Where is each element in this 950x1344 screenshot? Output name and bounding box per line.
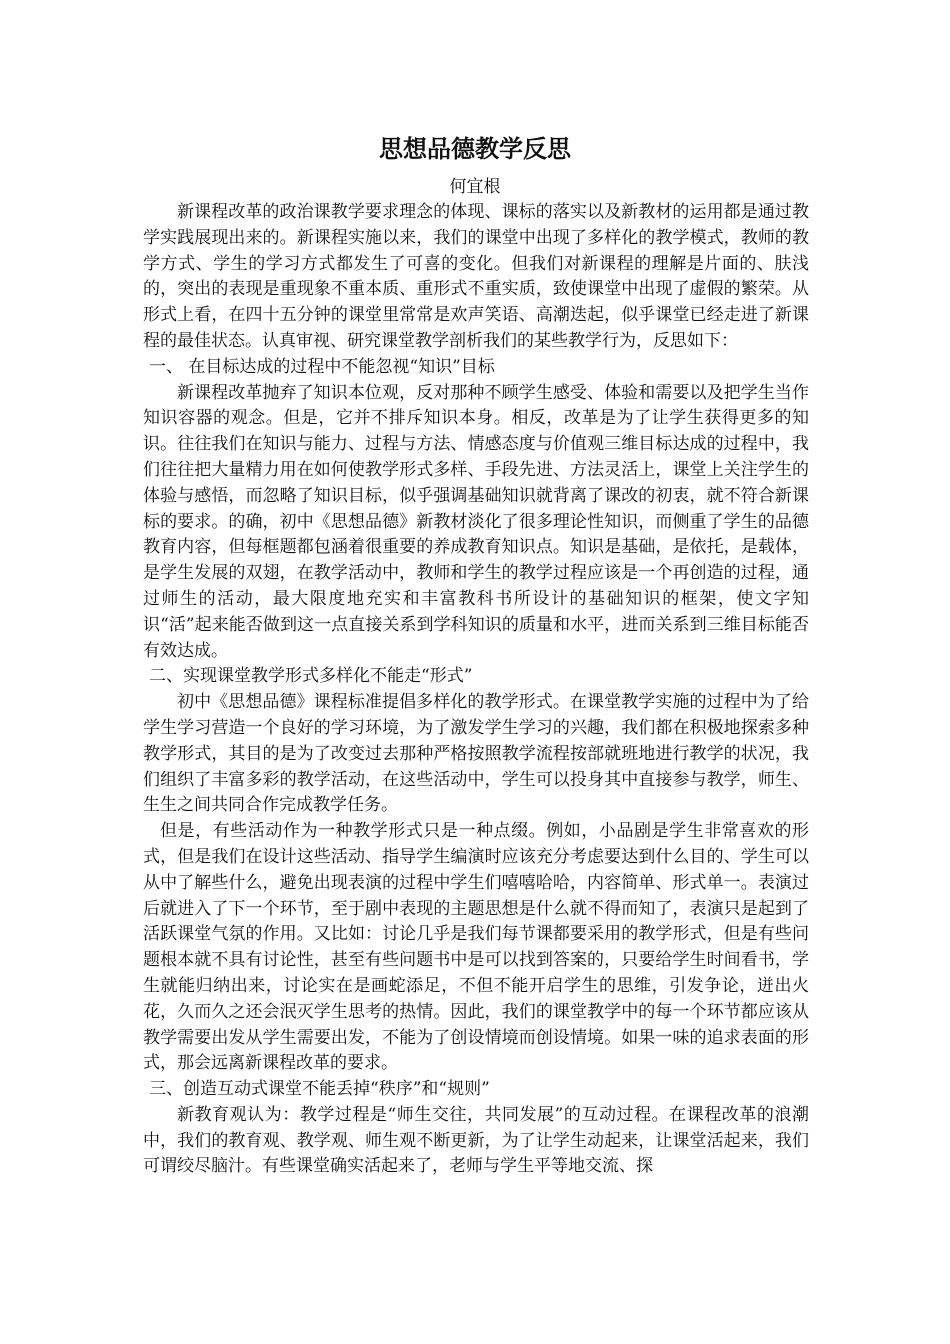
document-author: 何宜根 — [449, 177, 501, 197]
document-body — [143, 200, 809, 1180]
section-1-paragraph: 新课程改革抛弃了知识本位观，反对那种不顾学生感受、体验和需要以及把学生当作知识容器的观念。但是，它并不排斥知识本身。相反，改革是为了让学生获得更多的知识。往往我们在知识与能力、过程与方法、情感态度与价值观三维目标达成的过程中，我们往往把大量精力用在如何使教学形式多样、手段先进、方法灵活上，课堂上关注学生的体验与感悟，而忽略了知识目标，似乎强调基础知识就背离了课改的初衷，就不符合新课标的要求。的确，初中《思想品德》新教材淡化了很多理论性知识，而侧重了学生的品德教育内容，但每框题都包涵着很重要的养成教育知识点。知识是基础，是依托，是载体，是学生发展的双翅，在教学活动中，教师和学生的教学过程应该是一个再创造的过程，通过师生的活动，最大限度地充实和丰富教科书所设计的基础知识的框架，使文字知识“活”起来能否做到这一点直接关系到学科知识的质量和水平，进而关系到三维目标能否有效达成。 — [143, 382, 809, 661]
intro-paragraph: 新课程改革的政治课教学要求理念的体现、课标的落实以及新教材的运用都是通过教学实践展现出来的。新课程实施以来，我们的课堂中出现了多样化的教学模式，教师的教学方式、学生的学习方式都发生了可喜的变化。但我们对新课程的理解是片面的、肤浅的，突出的表现是重现象不重本质、重形式不重实质，致使课堂中出现了虚假的繁荣。从形式上看，在四十五分钟的课堂里常常是欢声笑语、高潮迭起，似乎课堂已经走进了新课程的最佳状态。认真审视、研究课堂教学剖析我们的某些教学行为，反思如下： — [143, 202, 809, 351]
section-heading-1: 一、 在目标达成的过程中不能忽视“知识”目标 — [149, 356, 495, 377]
section-2-paragraph-1: 初中《思想品德》课程标准提倡多样化的教学形式。在课堂教学实施的过程中为了给学生学习营造一个良好的学习环境，为了激发学生学习的兴趣，我们都在积极地探索多种教学形式，其目的是为了改变过去那种严格按照教学流程按部就班地进行教学的状况，我们组织了丰富多彩的教学活动，在这些活动中，学生可以投身其中直接参与教学，师生、生生之间共同合作完成教学任务。 — [143, 692, 809, 816]
section-heading-3: 三、创造互动式课堂不能丢掉“秩序”和“规则” — [149, 1079, 490, 1100]
section-3-paragraph: 新教育观认为：教学过程是“师生交往，共同发展”的互动过程。在课程改革的浪潮中，我们的教育观、教学观、师生观不断更新，为了让学生动起来，让课堂活起来，我们可谓绞尽脑汁。有些课堂确实活起来了，老师与学生平等地交流、探 — [143, 1104, 809, 1177]
document-title: 思想品德教学反思 — [379, 135, 571, 163]
section-2-paragraph-2: 但是，有些活动作为一种教学形式只是一种点缀。例如，小品剧是学生非常喜欢的形式，但是我们在设计这些活动、指导学生编演时应该充分考虑要达到什么目的、学生可以从中了解些什么，避免出现表演的过程中学生们嘻嘻哈哈，内容简单、形式单一。表演过后就进入了下一个环节，至于剧中表现的主题思想是什么就不得而知了，表演只是起到了活跃课堂气氛的作用。又比如：讨论几乎是我们每节课都要采用的教学形式，但是有些问题根本就不具有讨论性，甚至有些问题书中是可以找到答案的，只要给学生时间看书，学生就能归纳出来，讨论实在是画蛇添足，不但不能开启学生的思维，引发争论，迸出火花，久而久之还会泯灭学生思考的热情。因此，我们的课堂教学中的每一个环节都应该从教学需要出发从学生需要出发，不能为了创设情境而创设情境。如果一味的追求表面的形式，那会远离新课程改革的要求。 — [143, 821, 809, 1074]
section-heading-2: 二、实现课堂教学形式多样化不能走“形式” — [149, 666, 473, 687]
